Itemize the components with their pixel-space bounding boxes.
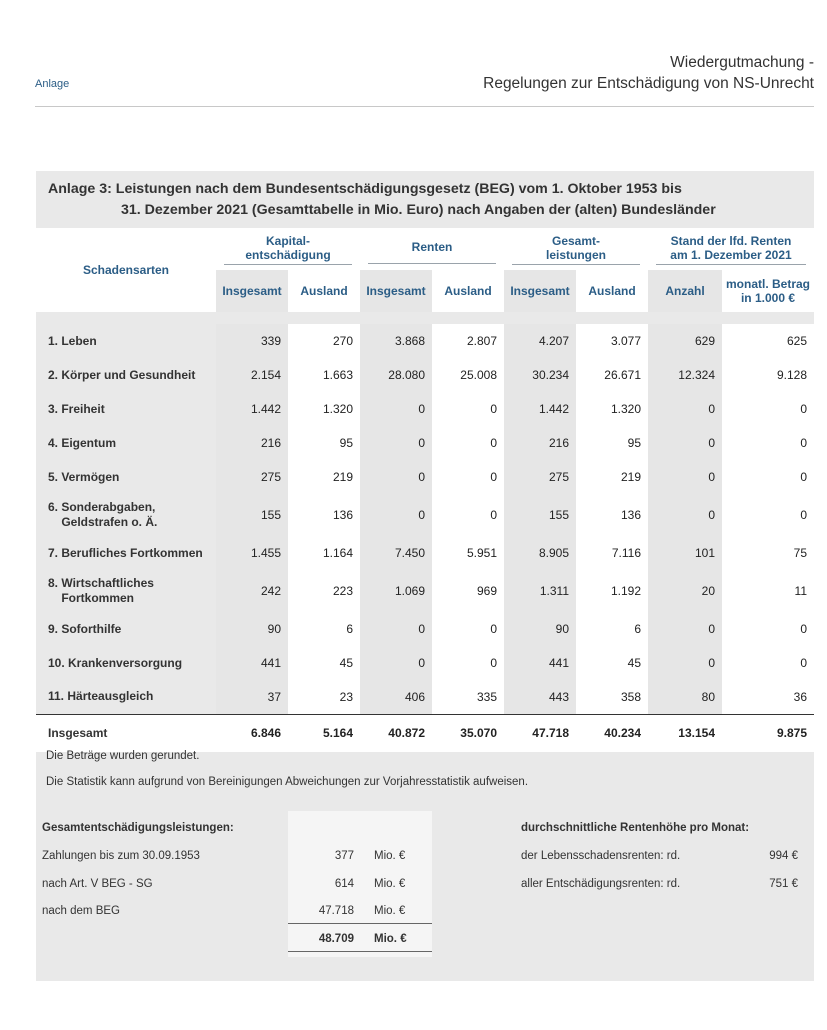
row-label: 10. Krankenversorgung <box>36 646 216 680</box>
cell-value: 37 <box>216 680 288 714</box>
table-row <box>36 612 814 646</box>
anlage-label: Anlage <box>35 78 70 90</box>
cell-value: 441 <box>216 646 288 680</box>
header-group-kapital-text: Kapital- entschädigung <box>224 234 352 265</box>
cell-value: 629 <box>648 324 722 358</box>
cell-value: 219 <box>288 460 360 494</box>
subheader-renten-ausland: Ausland <box>432 270 504 312</box>
cell-value: 36 <box>722 680 814 714</box>
row-label: 6. Sonderabgaben, Geldstrafen o. Ä. <box>36 494 216 536</box>
cell-value: 0 <box>722 392 814 426</box>
cell-value: 23 <box>288 680 360 714</box>
cell-value: 7.450 <box>360 536 432 570</box>
header-group-kapital <box>216 228 360 270</box>
cell-value: 0 <box>722 646 814 680</box>
cell-value: 0 <box>432 494 504 536</box>
subheader-renten-insgesamt: Insgesamt <box>360 270 432 312</box>
cell-value: 0 <box>432 426 504 460</box>
summary-right-value-2: 751 € <box>769 878 798 890</box>
cell-value: 0 <box>432 460 504 494</box>
summary-right-value-1: 994 € <box>769 850 798 862</box>
cell-value: 1.442 <box>216 392 288 426</box>
summary-left-label-3: nach dem BEG <box>42 905 120 917</box>
cell-value: 45 <box>576 646 648 680</box>
summary-left-unit-3: Mio. € <box>374 905 406 917</box>
header-divider <box>35 106 814 107</box>
cell-value: 4.207 <box>504 324 576 358</box>
row-label: 5. Vermögen <box>36 460 216 494</box>
summary-left-label-2: nach Art. V BEG - SG <box>42 878 153 890</box>
cell-value: 443 <box>504 680 576 714</box>
cell-value: 95 <box>576 426 648 460</box>
document-title-line1: Wiedergutmachung - <box>670 54 814 71</box>
cell-value: 2.807 <box>432 324 504 358</box>
cell-value: 6 <box>576 612 648 646</box>
cell-value: 406 <box>360 680 432 714</box>
cell-value: 0 <box>360 646 432 680</box>
cell-value: 275 <box>216 460 288 494</box>
subheader-gesamt-insgesamt: Insgesamt <box>504 270 576 312</box>
summary-left-label-1: Zahlungen bis zum 30.09.1953 <box>42 850 200 862</box>
cell-value: 0 <box>360 392 432 426</box>
cell-value: 216 <box>216 426 288 460</box>
cell-value: 75 <box>722 536 814 570</box>
row-label: 2. Körper und Gesundheit <box>36 358 216 392</box>
cell-value: 3.077 <box>576 324 648 358</box>
cell-value: 242 <box>216 570 288 612</box>
header-group-stand <box>648 228 814 270</box>
cell-value: 0 <box>360 612 432 646</box>
subheader-kapital-insgesamt: Insgesamt <box>216 270 288 312</box>
cell-value: 5.951 <box>432 536 504 570</box>
cell-value: 0 <box>722 612 814 646</box>
subheader-anzahl: Anzahl <box>648 270 722 312</box>
summary-left-unit-2: Mio. € <box>374 878 406 890</box>
total-value: 35.070 <box>432 714 504 752</box>
cell-value: 0 <box>722 460 814 494</box>
cell-value: 223 <box>288 570 360 612</box>
cell-value: 6 <box>288 612 360 646</box>
summary-total-underline <box>288 951 432 952</box>
spacer-row <box>36 312 814 324</box>
cell-value: 12.324 <box>648 358 722 392</box>
cell-value: 9.128 <box>722 358 814 392</box>
total-value: 40.872 <box>360 714 432 752</box>
header-group-renten <box>360 228 504 270</box>
cell-value: 1.069 <box>360 570 432 612</box>
table-row <box>36 570 814 612</box>
total-value: 13.154 <box>648 714 722 752</box>
note-rounded: Die Beträge wurden gerundet. <box>46 750 200 762</box>
summary-left-title: Gesamtentschädigungsleistungen: <box>42 822 234 834</box>
cell-value: 1.455 <box>216 536 288 570</box>
cell-value: 155 <box>216 494 288 536</box>
header-schadensarten: Schadensarten <box>36 228 216 312</box>
total-value: 9.875 <box>722 714 814 752</box>
cell-value: 219 <box>576 460 648 494</box>
row-label: 9. Soforthilfe <box>36 612 216 646</box>
table-row <box>36 392 814 426</box>
cell-value: 25.008 <box>432 358 504 392</box>
summary-sum-line <box>288 923 432 924</box>
table-title <box>48 179 808 221</box>
table-row <box>36 358 814 392</box>
cell-value: 0 <box>648 494 722 536</box>
cell-value: 270 <box>288 324 360 358</box>
cell-value: 95 <box>288 426 360 460</box>
note-statistics: Die Statistik kann aufgrund von Bereinigungen Abweichungen zur Vorjahresstatistik aufweisen. <box>46 776 529 788</box>
header-group-renten-text: Renten <box>368 235 496 264</box>
table-box <box>36 171 814 981</box>
document-title-line2: Regelungen zur Entschädigung von NS-Unrecht <box>483 75 814 92</box>
data-table <box>36 228 814 752</box>
cell-value: 1.663 <box>288 358 360 392</box>
cell-value: 7.116 <box>576 536 648 570</box>
row-label: 11. Härteausgleich <box>36 680 216 714</box>
total-value: 6.846 <box>216 714 288 752</box>
cell-value: 0 <box>432 612 504 646</box>
cell-value: 101 <box>648 536 722 570</box>
row-label: 4. Eigentum <box>36 426 216 460</box>
cell-value: 80 <box>648 680 722 714</box>
cell-value: 136 <box>288 494 360 536</box>
cell-value: 0 <box>360 494 432 536</box>
cell-value: 28.080 <box>360 358 432 392</box>
cell-value: 0 <box>360 426 432 460</box>
cell-value: 45 <box>288 646 360 680</box>
subheader-kapital-ausland: Ausland <box>288 270 360 312</box>
cell-value: 1.311 <box>504 570 576 612</box>
table-row <box>36 426 814 460</box>
cell-value: 0 <box>360 460 432 494</box>
table-body <box>36 312 814 752</box>
summary-left-value-3: 47.718 <box>318 905 354 917</box>
summary-left-unit-1: Mio. € <box>374 850 406 862</box>
total-label: Insgesamt <box>36 714 216 752</box>
cell-value: 1.192 <box>576 570 648 612</box>
cell-value: 1.320 <box>576 392 648 426</box>
cell-value: 0 <box>648 646 722 680</box>
header-group-stand-text: Stand der lfd. Renten am 1. Dezember 2021 <box>656 234 806 265</box>
cell-value: 26.671 <box>576 358 648 392</box>
cell-value: 155 <box>504 494 576 536</box>
cell-value: 30.234 <box>504 358 576 392</box>
cell-value: 90 <box>216 612 288 646</box>
cell-value: 0 <box>648 392 722 426</box>
total-value: 47.718 <box>504 714 576 752</box>
table-row <box>36 494 814 536</box>
cell-value: 1.320 <box>288 392 360 426</box>
cell-value: 0 <box>722 426 814 460</box>
cell-value: 0 <box>432 392 504 426</box>
table-row <box>36 646 814 680</box>
cell-value: 0 <box>648 612 722 646</box>
document-title <box>483 52 814 94</box>
summary-left-value-1: 377 <box>334 850 354 862</box>
cell-value: 3.868 <box>360 324 432 358</box>
summary-left-total-value: 48.709 <box>318 933 354 945</box>
cell-value: 0 <box>648 426 722 460</box>
row-label: 3. Freiheit <box>36 392 216 426</box>
cell-value: 0 <box>432 646 504 680</box>
cell-value: 969 <box>432 570 504 612</box>
cell-value: 358 <box>576 680 648 714</box>
cell-value: 339 <box>216 324 288 358</box>
cell-value: 0 <box>722 494 814 536</box>
cell-value: 2.154 <box>216 358 288 392</box>
table-row <box>36 460 814 494</box>
notes <box>46 743 528 795</box>
summary-right-label-2: aller Entschädigungsrenten: rd. <box>521 878 681 890</box>
total-value: 40.234 <box>576 714 648 752</box>
cell-value: 20 <box>648 570 722 612</box>
cell-value: 441 <box>504 646 576 680</box>
table-row <box>36 536 814 570</box>
cell-value: 8.905 <box>504 536 576 570</box>
cell-value: 335 <box>432 680 504 714</box>
cell-value: 1.164 <box>288 536 360 570</box>
summary-left-value-2: 614 <box>334 878 354 890</box>
row-label: 8. Wirtschaftliches Fortkommen <box>36 570 216 612</box>
cell-value: 275 <box>504 460 576 494</box>
cell-value: 216 <box>504 426 576 460</box>
cell-value: 625 <box>722 324 814 358</box>
header-group-gesamt-text: Gesamt- leistungen <box>512 234 640 265</box>
cell-value: 90 <box>504 612 576 646</box>
summary-right-label-1: der Lebensschadensrenten: rd. <box>521 850 681 862</box>
table-row <box>36 680 814 714</box>
table-title-line2: 31. Dezember 2021 (Gesamttabelle in Mio. Euro) nach Angaben der (alten) Bundesländer <box>121 202 716 218</box>
summary-right-title: durchschnittliche Rentenhöhe pro Monat: <box>521 822 750 834</box>
header-group-gesamt <box>504 228 648 270</box>
total-value: 5.164 <box>288 714 360 752</box>
row-label: 7. Berufliches Fortkommen <box>36 536 216 570</box>
subheader-monatl-betrag: monatl. Betrag in 1.000 € <box>722 270 814 312</box>
table-title-line1: Anlage 3: Leistungen nach dem Bundesentschädigungsgesetz (BEG) vom 1. Oktober 1953 bis <box>48 181 682 197</box>
cell-value: 136 <box>576 494 648 536</box>
cell-value: 11 <box>722 570 814 612</box>
subheader-gesamt-ausland: Ausland <box>576 270 648 312</box>
row-label: 1. Leben <box>36 324 216 358</box>
cell-value: 0 <box>648 460 722 494</box>
cell-value: 1.442 <box>504 392 576 426</box>
table-row <box>36 324 814 358</box>
summary-left-total-unit: Mio. € <box>374 933 407 945</box>
